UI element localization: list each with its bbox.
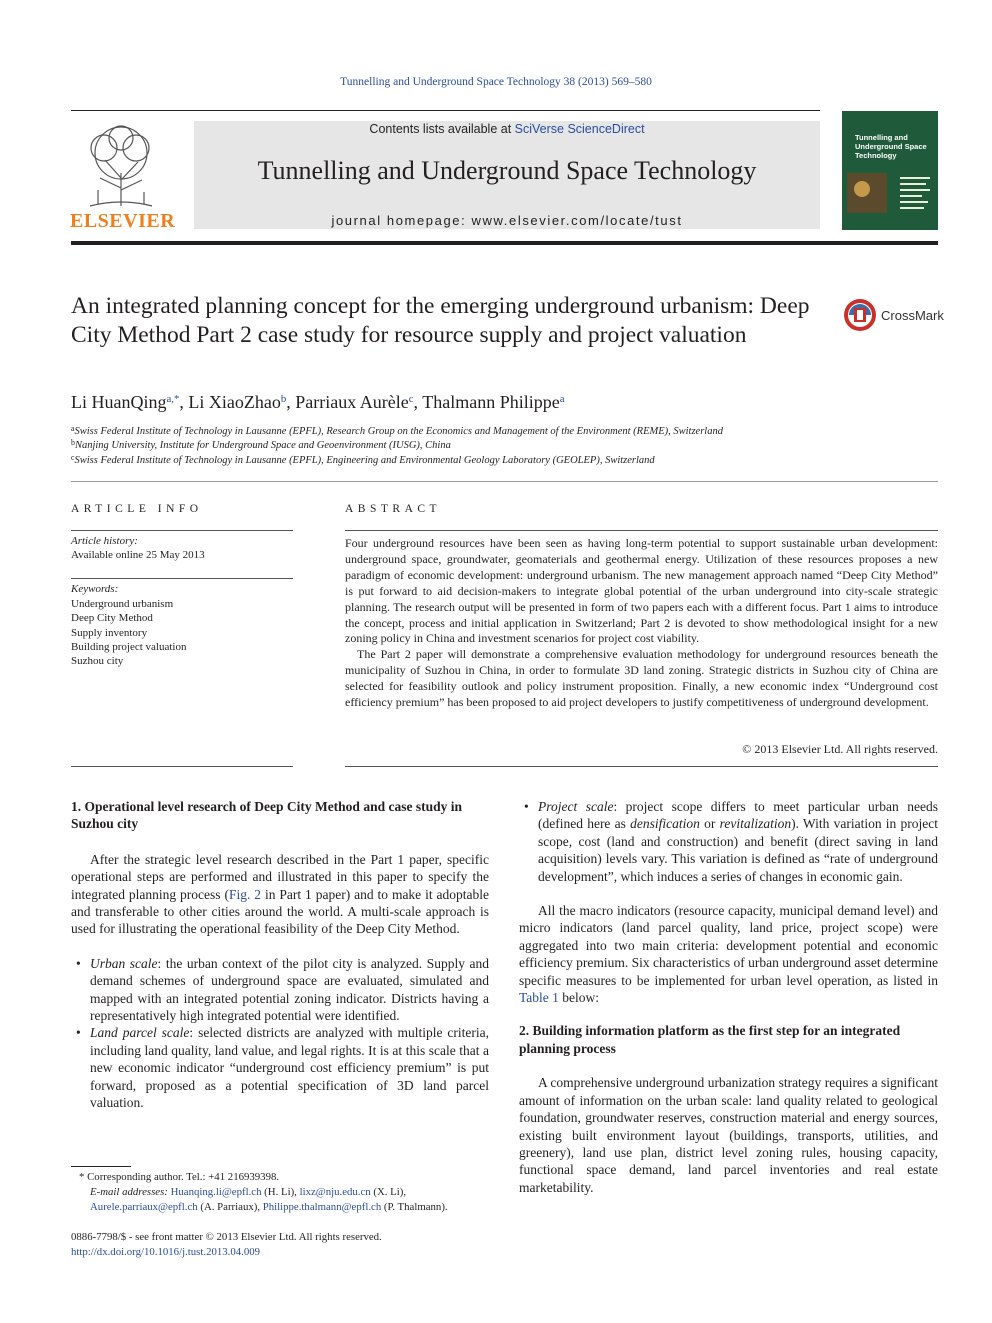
list-text: or <box>699 816 720 832</box>
email-link[interactable]: lixz@nju.edu.cn <box>299 1185 371 1198</box>
article-history-label: Article history: <box>71 535 138 547</box>
affiliation-a <box>71 424 723 437</box>
keyword: Supply inventory <box>71 626 148 639</box>
list-item <box>71 1024 489 1111</box>
scale-list <box>71 955 489 1112</box>
affiliation-key: a <box>71 424 75 433</box>
email-owner: (H. Li), <box>261 1185 300 1198</box>
author-affiliation-sup[interactable]: a,* <box>166 393 180 406</box>
email-owner: (P. Thalmann). <box>381 1200 448 1213</box>
author-affiliation-sup[interactable]: a <box>559 393 565 406</box>
body-left-column <box>71 798 489 1112</box>
article-info-heading: ARTICLE INFO <box>71 503 203 515</box>
keywords-label: Keywords: <box>71 583 119 595</box>
abstract-body <box>345 536 938 711</box>
footnotes <box>71 1170 489 1214</box>
author-sep: , <box>413 392 423 412</box>
author-name: Parriaux Aurèle <box>295 392 409 412</box>
body-paragraph <box>71 851 489 938</box>
abstract-rule <box>345 766 938 767</box>
article-info-rule <box>71 766 293 767</box>
body-paragraph <box>519 902 938 1006</box>
publisher-wordmark: ELSEVIER <box>70 210 176 232</box>
list-text: : selected districts are analyzed with multiple criteria, including land quality, land value, and legal rights. It is at this scale that a new economic indicator “underground cost efficiency premium” is put forward, proposed as a potential specification of 3D land parcel valuation. <box>90 1025 489 1111</box>
cover-art <box>842 111 938 230</box>
corresponding-author-note: * Corresponding author. Tel.: +41 216939398. <box>79 1171 280 1183</box>
text-run: in Part 1 paper) and to make it adoptable and transferable to other cities around the world. A multi-scale approach is used for illustrating the operational feasibility of the Deep City Method. <box>71 886 489 937</box>
keyword: Suzhou city <box>71 655 124 668</box>
footnote-rule <box>71 1166 131 1167</box>
contents-line <box>194 122 820 136</box>
affiliation-text: Nanjing University, Institute for Underground Space and Geoenvironment (IUSG), China <box>74 440 451 452</box>
email-link[interactable]: Aurele.parriaux@epfl.ch <box>90 1200 198 1213</box>
affiliation-b <box>71 438 451 451</box>
list-term: Urban scale <box>90 955 158 971</box>
email-link[interactable]: Philippe.thalmann@epfl.ch <box>262 1200 382 1213</box>
doi-link[interactable]: http://dx.doi.org/10.1016/j.tust.2013.04.009 <box>71 1245 261 1258</box>
author-list <box>71 392 565 413</box>
copyright-line: © 2013 Elsevier Ltd. All rights reserved. <box>742 742 938 756</box>
list-item <box>519 798 938 885</box>
author-name: Li XiaoZhao <box>188 392 281 412</box>
keyword: Building project valuation <box>71 640 187 653</box>
author-name: Li HuanQing <box>71 392 167 412</box>
list-emphasis: densification <box>630 816 700 832</box>
author-name: Thalmann Philippe <box>422 392 560 412</box>
list-text: ). With variation in project scope, cost (land and construction) and benefit (direct saving in land acquisition) levels vary. This variation is defined as “rate of underground development”, which induces a series of changes in economic gain. <box>538 816 939 884</box>
keyword: Underground urbanism <box>71 598 174 610</box>
list-emphasis: revitalization <box>719 816 792 832</box>
header-rule <box>71 110 820 111</box>
author-sep: , <box>286 392 296 412</box>
article-info-rule <box>71 530 293 531</box>
text-run: All the macro indicators (resource capacity, municipal demand level) and micro indicators (land parcel quality, land price, project scope) were aggregated into two main criteria: development potential and economic efficiency premium. Six characteristics of urban underground asset determine specific measures to be implemented for urban level operation, as listed in <box>519 903 938 988</box>
corresponding-text: Corresponding author. Tel.: +41 216939398. <box>87 1171 280 1183</box>
list-text: : the urban context of the pilot city is analyzed. Supply and demand schemes of underground space are evaluated, simulated and mapped with an integrated potential zoning indicator. Districts having a representatively high integrated potential were identified. <box>90 955 489 1024</box>
abstract-heading: ABSTRACT <box>345 503 442 515</box>
email-label: E-mail addresses: <box>90 1185 168 1198</box>
section-2-heading: 2. Building information platform as the first step for an integrated planning process <box>519 1023 901 1056</box>
fig-2-link[interactable]: Fig. 2 <box>228 886 262 902</box>
table-1-link[interactable]: Table 1 <box>519 990 559 1006</box>
abstract-rule <box>345 530 938 531</box>
keyword: Deep City Method <box>71 612 153 625</box>
author-sep: , <box>179 392 189 412</box>
list-term: Land parcel scale <box>90 1025 190 1041</box>
list-text: : project scope differs to meet particular urban needs (defined here as <box>538 799 938 832</box>
abstract-paragraph: Four underground resources have been seen as having long-term potential to support sustainable urban development: underground space, groundwater, geomaterials and geothermal energy. Utilization of these resources proposes a new paradigm of economic development: underground urbanism. The new management approach named “Deep City Method” is put forward to aid decision-makers to integrate global potential of the urban underground into city-scale strategic planning. The research output will be presented in form of two papers each with a different focus. Part 1 aims to introduce the concept, process and initial application in Switzerland; Part 2 is devoted to show methodological insight for a new zoning policy in China and investment scenarios for project cost viability. <box>345 536 938 646</box>
body-right-column <box>519 798 938 1196</box>
journal-citation[interactable]: Tunnelling and Underground Space Technology 38 (2013) 569–580 <box>340 76 652 88</box>
email-owner: (A. Parriaux), <box>197 1200 263 1213</box>
journal-homepage[interactable]: journal homepage: www.elsevier.com/locate/tust <box>331 213 683 228</box>
email-owner: (X. Li), <box>370 1185 407 1198</box>
author-affiliation-sup[interactable]: c <box>408 393 414 406</box>
abstract-paragraph: The Part 2 paper will demonstrate a comprehensive evaluation methodology for underground resources beneath the municipality of Suzhou in China, in order to formulate 3D land zoning. Strategic districts in Suzhou city of China are selected for feasibility outlook and policy instrument proposition. Finally, a new economic index “Underground cost efficiency premium” has been proposed to aid project developers to justify competitiveness of underground development. <box>345 647 938 710</box>
available-online-date: Available online 25 May 2013 <box>71 549 205 561</box>
affiliation-c <box>71 453 655 466</box>
author-affiliation-sup[interactable]: b <box>280 393 287 406</box>
keywords-list <box>71 597 186 668</box>
body-paragraph: A comprehensive underground urbanization strategy requires a significant amount of information on the urban scale: land quality related to geological foundation, groundwater reserves, construction material and energy sources, existing built environment layout (buildings, transports, utilities, and greenery), land use plan, district level zoning rules, housing capacity, functional space demand, land parcel inventories and real estate marketability. <box>519 1075 938 1195</box>
list-item <box>71 955 489 1025</box>
affiliation-key: b <box>71 438 75 447</box>
affiliation-text: Swiss Federal Institute of Technology in Lausanne (EPFL), Research Group on the Economics and Management of the Environment (REME), Switzerland <box>74 426 723 438</box>
contents-prefix: Contents lists available at <box>369 122 515 136</box>
journal-title: Tunnelling and Underground Space Technology <box>257 156 757 185</box>
affiliation-rule <box>71 481 938 482</box>
text-run: below: <box>558 990 600 1006</box>
email-addresses <box>71 1185 489 1215</box>
header-thick-rule <box>71 241 938 245</box>
text-run: After the strategic level research described in the Part 1 paper, specific operational steps are performed and illustrated in this paper to specify the integrated planning process ( <box>71 851 489 902</box>
scale-list-continued <box>519 798 938 885</box>
affiliation-key: c <box>71 453 75 462</box>
journal-cover-thumbnail[interactable] <box>842 111 938 230</box>
issn-line: 0886-7798/$ - see front matter © 2013 Elsevier Ltd. All rights reserved. <box>71 1231 382 1243</box>
article-title: An integrated planning concept for the emerging underground urbanism: Deep City Method Part 2 case study for resource supply and project valuation <box>71 293 810 348</box>
section-1-heading: 1. Operational level research of Deep City Method and case study in Suzhou city <box>71 799 462 832</box>
email-link[interactable]: Huanqing.li@epfl.ch <box>170 1185 262 1198</box>
issn-doi-block <box>71 1230 489 1260</box>
cover-title: Tunnelling and Underground Space Technology <box>855 133 927 160</box>
affiliation-text: Swiss Federal Institute of Technology in Lausanne (EPFL), Engineering and Environmental Geology Laboratory (GEOLEP), Switzerland <box>74 455 655 467</box>
list-term: Project scale <box>538 799 614 814</box>
crossmark-label[interactable]: CrossMark <box>881 308 944 323</box>
article-info-rule <box>71 578 293 579</box>
sciencedirect-link[interactable]: SciVerse ScienceDirect <box>514 122 645 136</box>
